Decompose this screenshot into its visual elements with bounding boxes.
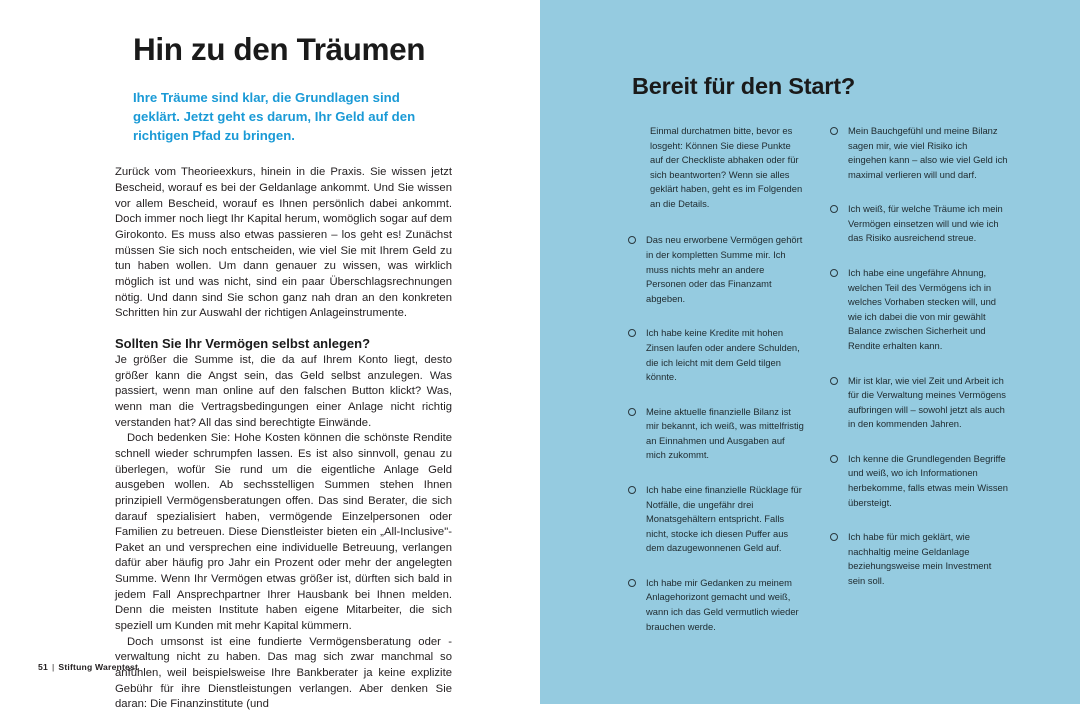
checklist-item[interactable]: [628, 405, 806, 463]
checklist-item[interactable]: [628, 233, 806, 306]
footer-separator: |: [51, 662, 55, 672]
body-paragraph-2: Je größer die Summe ist, die da auf Ihrem Konto liegt, desto größer kann die Angst sein, das Geld selbst anzulegen. Was passiert, wenn man online auf den falschen Button klickt? Was, wenn man die Vertragsbedingungen einer Anlage nicht richtig verstanden hat? All das sind berechtigte Einwände.: [115, 354, 452, 429]
checklist-item-label: Ich habe eine finanzielle Rücklage für Notfälle, die ungefähr drei Monatsgehältern entspricht. Falls nicht, stocke ich diesen Puffer aus dem dazugewonnenen Geld auf.: [646, 483, 802, 554]
circle-outline-icon: [830, 377, 838, 385]
checklist: [628, 124, 1008, 654]
checklist-item[interactable]: [830, 266, 1008, 353]
circle-outline-icon: [830, 533, 838, 541]
circle-outline-icon: [830, 205, 838, 213]
circle-outline-icon: [628, 236, 636, 244]
left-page: [0, 0, 540, 711]
circle-outline-icon: [830, 269, 838, 277]
circle-outline-icon: [628, 579, 636, 587]
body-paragraph-1: Zurück vom Theorieexkurs, hinein in die Praxis. Sie wissen jetzt Bescheid, worauf es bei der Geldanlage ankommt. Und Sie wissen vor allem Bescheid, worauf es Ihnen persönlich dabei ankommt. Doch immer noch liegt Ihr Kapital herum, womöglich sogar auf dem Girokonto. Es muss also etwas passieren – los geht es! Zunächst müssen Sie sich noch entscheiden, wie viel Sie mit Ihrem Geld zu tun haben wollen. Um dann genauer zu wissen, was wirklich möglich ist und was nicht, sind ein paar Überschlagsrechnungen nötig. Und dann sind Sie schon ganz nah dran an den konkreten Schritten hin zur Auswahl der richtigen Anlageinstrumente.: [115, 166, 452, 320]
circle-outline-icon: [830, 127, 838, 135]
checklist-item[interactable]: [830, 374, 1008, 432]
checklist-item[interactable]: [830, 124, 1008, 182]
circle-outline-icon: [628, 408, 636, 416]
checklist-item-label: Ich habe eine ungefähre Ahnung, welchen Teil des Vermögens ich in welches Vorhaben stecken will, und wie ich dabei die von mir gewählt Balance zwischen Sicherheit und Rendite erhalten kann.: [848, 267, 997, 351]
checklist-item-label: Mir ist klar, wie viel Zeit und Arbeit ich für die Verwaltung meines Vermögens aufbringen will – sowohl jetzt als auch in den kommenden Jahren.: [848, 374, 1006, 430]
checklist-item-label: Ich habe für mich geklärt, wie nachhaltig meine Geldanlage beziehungsweise mein Investment sein soll.: [848, 531, 992, 586]
chapter-title: Hin zu den Träumen: [133, 31, 426, 67]
body-paragraph-3: Doch bedenken Sie: Hohe Kosten können die schönste Rendite schnell wieder schrumpfen lassen. Es ist also sinnvoll, genau zu überlegen, wofür Sie rund um die eigentliche Anlage Geld ausgeben wollen. Ab sechsstelligen Summen stehen Ihnen prinzipiell Vermögensberatungen offen. Das sind Berater, die sich darauf spezialisiert haben, vermögende Einzelpersonen oder Familien zu betreuen. Diese Dienstleister bieten ein „All-Inclusive"-Paket an und versprechen eine individuelle Betreuung, verlangen dafür aber häufig pro Jahr ein Prozent oder mehr der angelegten Summe. Wenn Ihr Vermögen etwas größer ist, dürften sich bald in jedem Fall Ansprechpartner Ihrer Hausbank bei Ihnen melden. Denn die meisten Institute haben eigene Mitarbeiter, die sich speziell um Kunden mit mehr Kapital kümmern.: [115, 432, 452, 633]
checklist-item[interactable]: [628, 576, 806, 634]
checklist-item[interactable]: [830, 530, 1008, 588]
footer-publisher: Stiftung Warentest: [58, 662, 139, 672]
checklist-column-left: [628, 124, 806, 654]
checklist-item-label: Das neu erworbene Vermögen gehört in der kompletten Summe mir. Ich muss nichts mehr an andere Personen oder das Finanzamt abgeben.: [646, 234, 803, 304]
checklist-item-label: Meine aktuelle finanzielle Bilanz ist mir bekannt, ich weiß, was mittelfristig an Einnahmen und Ausgaben auf mich zukommt.: [646, 405, 804, 461]
footer-page-number: 51: [38, 662, 48, 672]
left-page-content: [115, 32, 452, 713]
right-page-checklist-panel: [540, 0, 1080, 704]
page-footer: [38, 662, 138, 672]
circle-outline-icon: [628, 486, 636, 494]
checklist-item[interactable]: [830, 452, 1008, 510]
checklist-item-label: Mein Bauchgefühl und meine Bilanz sagen mir, wie viel Risiko ich eingehen kann – also wie viel Geld ich maximal verlieren will und darf.: [848, 125, 1008, 180]
checklist-item-label: Ich habe mir Gedanken zu meinem Anlagehorizont gemacht und weiß, wann ich das Geld vermutlich wieder brauchen werde.: [646, 576, 799, 632]
checklist-item-label: Ich habe keine Kredite mit hohen Zinsen laufen oder andere Schulden, die ich leicht mit dem Geld tilgen könnte.: [646, 327, 800, 383]
checklist-column-right: [830, 124, 1008, 654]
checklist-title: Bereit für den Start?: [632, 73, 855, 99]
checklist-item[interactable]: [628, 483, 806, 556]
body-paragraph-4: Doch umsonst ist eine fundierte Vermögensberatung oder -verwaltung nicht zu haben. Das mag sich zwar manchmal so anfühlen, weil beispielsweise Ihre Bankberater ja keine explizite Gebühr für ihre Dienstleistungen verlangen. Aber denken Sie daran: Die Finanzinstitute (und: [115, 635, 452, 711]
lead-paragraph: Ihre Träume sind klar, die Grundlagen sind geklärt. Jetzt geht es darum, Ihr Geld auf den richtigen Pfad zu bringen.: [133, 90, 416, 143]
section-heading: Sollten Sie Ihr Vermögen selbst anlegen?: [115, 335, 371, 351]
circle-outline-icon: [830, 455, 838, 463]
checklist-item-label: Ich weiß, für welche Träume ich mein Vermögen einsetzen will und wie ich das Risiko ausreichend streue.: [848, 203, 1003, 244]
checklist-item-label: Ich kenne die Grundlegenden Begriffe und weiß, wo ich Informationen herbekomme, falls etwas mein Wissen übersteigt.: [848, 452, 1008, 508]
checklist-item[interactable]: [628, 326, 806, 384]
checklist-item[interactable]: [830, 202, 1008, 246]
circle-outline-icon: [628, 329, 636, 337]
checklist-intro: Einmal durchatmen bitte, bevor es losgeht: Können Sie diese Punkte auf der Checkliste abhaken oder für sich beantworten? Wenn sie alles geklärt haben, geht es im Folgenden an die Details.: [650, 125, 803, 209]
